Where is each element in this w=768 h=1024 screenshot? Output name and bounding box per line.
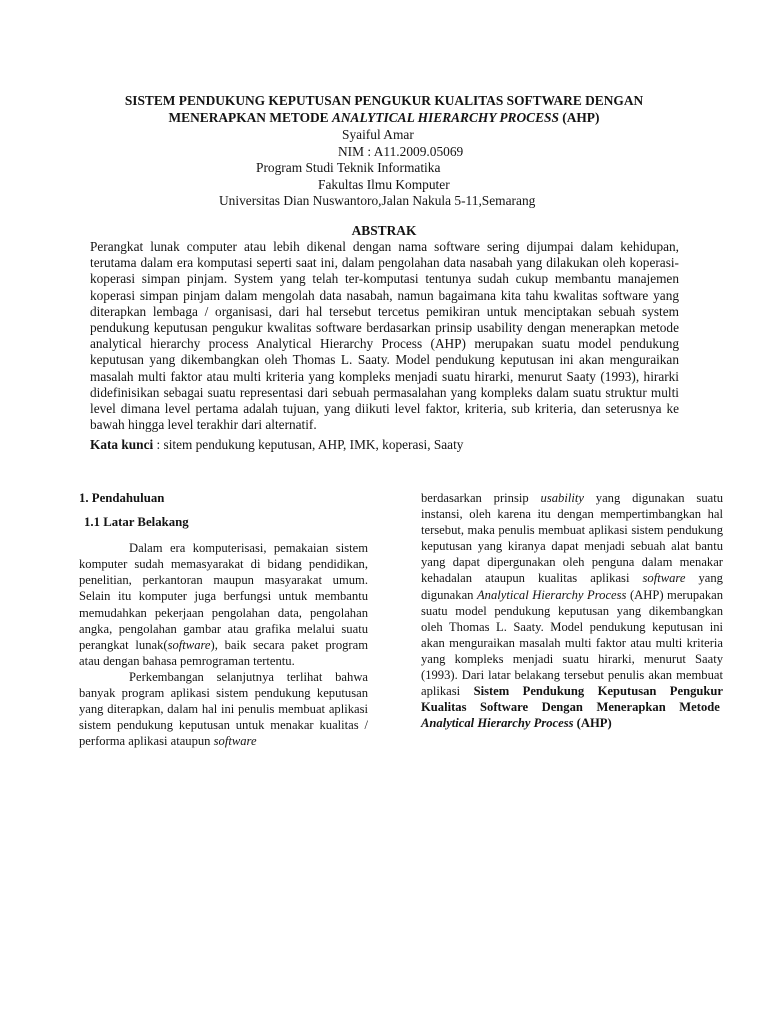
right-bold-1: Sistem Pendukung Keputusan Pengukur Kualitas Software Dengan Menerapkan Metode [421,684,723,715]
title-line-2-italic: ANALYTICAL HIERARCHY PROCESS [331,110,559,125]
right-text-2: yang digunakan suatu instansi, oleh karena itu dengan mempertimbangkan hal tersebut, maka penulis membuat aplikasi sistem pendukung keputusan yang kiranya dapat menjadi sebuah alat bantu yang dapat dipergunakan oleh penguna dalam menakar kehadalan ataupun kualitas aplikasi [421,491,723,586]
author-program: Program Studi Teknik Informatika [256,160,441,176]
right-bold-italic: Analytical Hierarchy Process [421,716,574,731]
paragraph-1-italic: software [167,637,211,652]
right-bold-2: (AHP) [576,716,612,731]
section-heading: 1. Pendahuluan [79,491,165,505]
subsection-heading: 1.1 Latar Belakang [84,515,189,530]
paragraph-2-italic: software [213,734,257,749]
left-column [79,490,368,749]
keywords [90,437,679,453]
paragraph-1 [79,540,368,669]
author-nim: NIM : A11.2009.05069 [338,143,464,159]
right-text-3: yang digunakan [421,571,723,602]
author-info [60,127,708,210]
paragraph-1-a: Dalam era komputerisasi, pemakaian sistem komputer sudah memasyarakat di bidang pendidikan, penelitian, perkantoran maupun masyarakat umum. Selain itu komputer juga berfungsi untuk membantu memudahkan pekerjaan pengolahan data, pengolahan angka, pengolahan gambar atau grafika melalui suatu perangkat lunak( [79,541,368,652]
keywords-label: Kata kunci [90,437,154,452]
abstract-text: Perangkat lunak computer atau lebih dikenal dengan nama software sering dijumpai dalam kehidupan, terutama dalam era komputasi seperti saat ini, dalam pengolahan data nasabah yang dilakukan oleh koperasi-koperasi simpan pinjam. System yang telah ter-komputasi tentunya sudah cukup membantu manajemen koperasi simpan pinjam dalam mengolah data nasabah, namun bagaimana kita tahu kwalitas software yang diterapkan lembaga / organisasi, dari hal tersebut tercetus pemikiran untuk menciptakan sebuah system pendukung keputusan pengukur kwalitas software berdasarkan prinsip usability dengan menerapkan metode analytical hierarchy process Analytical Hierarchy Process (AHP) merupakan suatu model pendukung keputusan yang dikembangkan oleh Thomas L. Saaty. Model pendukung keputusan ini akan menguraikan masalah multi faktor atau multi kriteria yang kompleks menjadi suatu hirarki, menurut Saaty (1993), hirarki didefinisikan sebagai suatu representasi dari sebuah permasalahan yang kompleks dalam suatu struktur multi level dimana level pertama adalah tujuan, yang diikuti level faktor, kriteria, sub kriteria, dan seterusnya ke bawah hingga level terakhir dari alternatif. [90,239,679,433]
right-paragraph [421,490,723,731]
author-university: Universitas Dian Nuswantoro,Jalan Nakula 5-11,Semarang [219,193,536,209]
paragraph-2-a: Perkembangan selanjutnya terlihat bahwa banyak program aplikasi sistem pendukung keputusan yang diterapkan, dalam hal ini penulis membuat aplikasi sistem pendukung keputusan untuk menakar kualitas / performa aplikasi ataupun [79,669,368,749]
right-column [421,490,723,731]
right-italic-2: software [642,571,686,586]
paper-title [60,92,708,126]
author-faculty: Fakultas Ilmu Komputer [318,176,450,192]
abstract-heading: ABSTRAK [351,223,417,238]
paragraph-1-b: ), baik secara paket program atau dengan bahasa pemrograman tertentu. [79,637,368,668]
right-text-4: (AHP) merupakan suatu model pendukung keputusan yang dikembangkan oleh Thomas L. Saaty. Model pendukung keputusan ini akan menguraikan masalah multi faktor atau multi kriteria yang kompleks menjadi suatu hirarki, menurut Saaty (1993). Dari latar belakang tersebut penulis akan membuat aplikasi [421,587,723,699]
right-italic-1: usability [540,491,584,505]
title-line-2-prefix: MENERAPKAN METODE [168,110,332,125]
right-text-1: berdasarkan prinsip [421,491,541,505]
keywords-text: : sitem pendukung keputusan, AHP, IMK, koperasi, Saaty [153,437,464,452]
author-name: Syaiful Amar [342,127,414,142]
title-line-1: SISTEM PENDUKUNG KEPUTUSAN PENGUKUR KUALITAS SOFTWARE DENGAN [124,93,644,108]
paragraph-2 [79,669,368,749]
title-line-2 [60,109,708,126]
right-italic-3: Analytical Hierarchy Process [476,587,627,602]
title-line-2-suffix: (AHP) [558,110,600,125]
